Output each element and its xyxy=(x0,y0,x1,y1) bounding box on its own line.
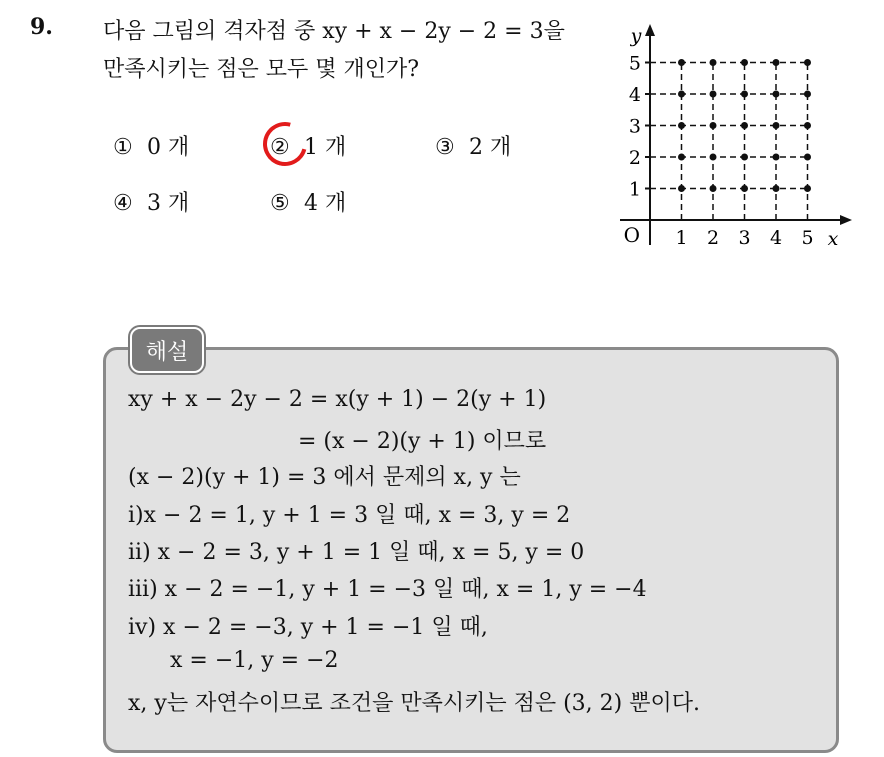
solution-line-3: (x − 2)(y + 1) = 3 에서 문제의 x, y 는 xyxy=(128,465,521,490)
solution-line-4: ⅰ)x − 2 = 1, y + 1 = 3 일 때, x = 3, y = 2 xyxy=(128,503,571,528)
lattice-point-1-4 xyxy=(678,91,685,98)
grid-lines xyxy=(650,63,808,221)
solution-line-5: ⅱ) x − 2 = 3, y + 1 = 1 일 때, x = 5, y = 0 xyxy=(128,540,585,565)
choice-2-text: 1 개 xyxy=(304,135,347,160)
lattice-point-1-5 xyxy=(678,59,685,66)
x-tick-4: 4 xyxy=(769,227,783,249)
choice-5-mark: ⑤ xyxy=(270,191,290,216)
x-tick-1: 1 xyxy=(675,227,688,249)
lattice-point-5-2 xyxy=(804,154,811,161)
x-tick-labels xyxy=(675,227,813,249)
solution-line-1: xy + x − 2y − 2 = x(y + 1) − 2(y + 1) xyxy=(128,387,547,412)
solution-line-7: ⅳ) x − 2 = −3, y + 1 = −1 일 때, xyxy=(128,615,488,640)
lattice-point-2-4 xyxy=(710,91,717,98)
x-tick-5: 5 xyxy=(801,227,814,249)
answer-circle-mark xyxy=(255,114,315,174)
y-tick-1: 1 xyxy=(628,178,641,201)
choice-3[interactable] xyxy=(435,130,511,161)
choice-1-mark: ① xyxy=(113,135,133,160)
lattice-point-2-5 xyxy=(710,59,717,66)
choice-4-text: 3 개 xyxy=(147,191,190,216)
solution-line-9: x, y는 자연수이므로 조건을 만족시키는 점은 (3, 2) 뿐이다. xyxy=(128,691,700,716)
lattice-point-4-4 xyxy=(773,91,780,98)
x-axis-label: x xyxy=(827,228,839,250)
question-text-line2: 만족시키는 점은 모두 몇 개인가? xyxy=(103,57,420,82)
choice-5[interactable] xyxy=(270,186,346,217)
lattice-point-3-4 xyxy=(741,91,748,98)
lattice-point-5-1 xyxy=(804,185,811,192)
question-text-line1: 다음 그림의 격자점 중 xy + x − 2y − 2 = 3을 xyxy=(103,19,565,44)
choice-5-text: 4 개 xyxy=(304,191,347,216)
y-tick-4: 4 xyxy=(628,84,641,106)
choice-3-text: 2 개 xyxy=(469,135,512,160)
y-axis-label: y xyxy=(630,25,642,47)
solution-line-8: x = −1, y = −2 xyxy=(170,648,339,673)
y-tick-labels xyxy=(629,53,650,201)
x-axis-arrow-icon xyxy=(840,215,852,225)
choice-4[interactable] xyxy=(113,186,189,217)
lattice-point-5-4 xyxy=(804,91,811,98)
lattice-point-2-3 xyxy=(710,122,717,129)
lattice-point-4-5 xyxy=(773,59,780,66)
origin-label: O xyxy=(623,223,640,247)
question-number: 9. xyxy=(30,14,53,40)
lattice-point-4-1 xyxy=(773,185,780,192)
y-axis-arrow-icon xyxy=(645,24,655,36)
choice-4-mark: ④ xyxy=(113,191,133,216)
y-tick-2: 2 xyxy=(628,147,641,169)
lattice-point-3-5 xyxy=(741,59,748,66)
lattice-point-4-2 xyxy=(773,154,780,161)
lattice-point-1-1 xyxy=(678,185,685,192)
lattice-point-3-1 xyxy=(741,185,748,192)
lattice-point-graph xyxy=(600,20,860,260)
choice-1[interactable] xyxy=(113,130,189,161)
solution-line-6: ⅲ) x − 2 = −1, y + 1 = −3 일 때, x = 1, y = −4 xyxy=(128,577,647,602)
lattice-point-4-3 xyxy=(773,122,780,129)
choice-2-mark: ② xyxy=(270,135,290,160)
lattice-point-1-3 xyxy=(678,122,685,129)
lattice-point-1-2 xyxy=(678,154,685,161)
solution-tag: 해설 xyxy=(130,327,204,373)
choice-1-text: 0 개 xyxy=(147,135,190,160)
lattice-point-5-3 xyxy=(804,122,811,129)
y-tick-3: 3 xyxy=(628,115,641,138)
solution-line-2: = (x − 2)(y + 1) 이므로 xyxy=(298,429,547,454)
lattice-point-3-3 xyxy=(741,122,748,129)
lattice-point-2-1 xyxy=(710,185,717,192)
y-tick-5: 5 xyxy=(628,52,641,75)
choice-3-mark: ③ xyxy=(435,135,455,160)
lattice-point-3-2 xyxy=(741,154,748,161)
lattice-point-2-2 xyxy=(710,154,717,161)
x-tick-3: 3 xyxy=(738,227,751,249)
x-tick-2: 2 xyxy=(706,227,720,249)
lattice-point-5-5 xyxy=(804,59,811,66)
